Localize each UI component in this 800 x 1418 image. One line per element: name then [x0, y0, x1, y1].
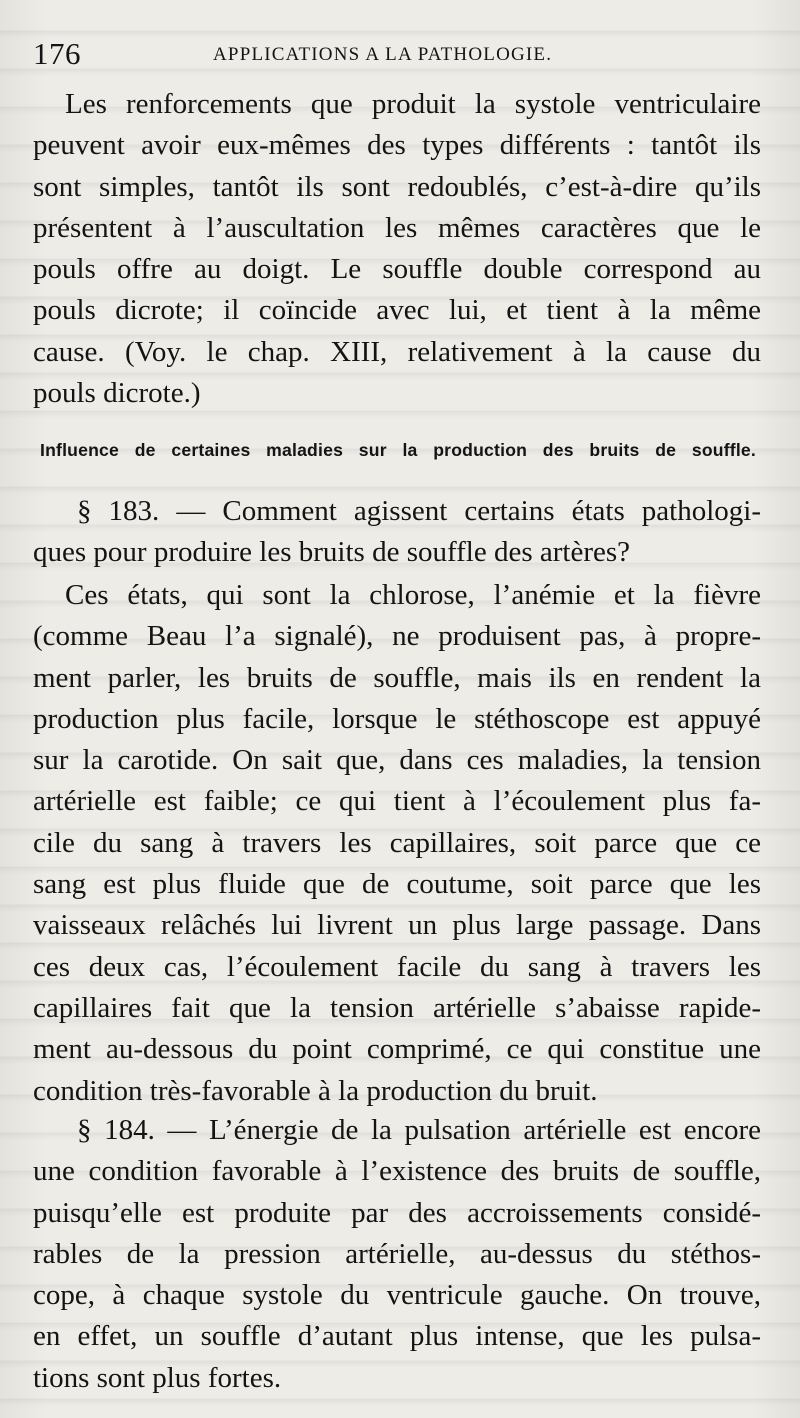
text-line: tions sont plus fortes. [33, 1361, 282, 1394]
text-line: une condition favorable à l’existence des bruits de souffle, [33, 1155, 761, 1188]
text-line: pouls dicrote.) [33, 377, 201, 410]
text-line: en effet, un souffle d’autant plus intense, que les pulsa- [33, 1320, 761, 1353]
text-line: cause. (Voy. le chap. XIII, relativement à la cause du [33, 335, 761, 368]
paragraph-section-184 [33, 1110, 761, 1399]
text-line: (comme Beau l’a signalé), ne produisent pas, à propre- [33, 620, 761, 653]
text-line: présentent à l’auscultation les mêmes caractères que le [33, 211, 761, 244]
text-line: sont simples, tantôt ils sont redoublés, c’est-à-dire qu’ils [33, 170, 761, 203]
paragraph-renforcements [33, 84, 761, 414]
page-number: 176 [33, 36, 81, 71]
text-line: condition très-favorable à la production du bruit. [33, 1074, 598, 1107]
text-line: rables de la pression artérielle, au-dessus du stéthos- [33, 1237, 761, 1270]
text-line: Les renforcements que produit la systole ventriculaire [65, 88, 761, 120]
text-line: sur la carotide. On sait que, dans ces maladies, la tension [33, 744, 761, 777]
running-head: APPLICATIONS A LA PATHOLOGIE. [213, 44, 553, 65]
text-line: artérielle est faible; ce qui tient à l’écoulement plus fa- [33, 785, 761, 818]
paragraph-section-183 [33, 491, 761, 574]
text-line: vaisseaux relâchés lui livrent un plus large passage. Dans [33, 909, 761, 942]
page-header [33, 36, 760, 76]
section-subheading: Influence de certaines maladies sur la production des bruits de souffle. [40, 440, 756, 460]
text-line: pouls offre au doigt. Le souffle double correspond au [33, 253, 761, 286]
text-line: sang est plus fluide que de coutume, soit parce que les [33, 868, 761, 901]
paragraph-etats [33, 575, 761, 1112]
text-line: cope, à chaque systole du ventricule gauche. On trouve, [33, 1279, 761, 1312]
text-line: capillaires fait que la tension artérielle s’abaisse rapide- [33, 991, 761, 1024]
text-line: puisqu’elle est produite par des accroissements considé- [33, 1196, 761, 1229]
text-line: ques pour produire les bruits de souffle des artères? [33, 536, 631, 569]
text-line: ment parler, les bruits de souffle, mais ils en rendent la [33, 661, 761, 694]
text-line: peuvent avoir eux-mêmes des types différents : tantôt ils [33, 129, 761, 162]
text-line: production plus facile, lorsque le stéthoscope est appuyé [33, 702, 761, 735]
text-line: cile du sang à travers les capillaires, soit parce que ce [33, 826, 761, 859]
text-line: § 184. — L’énergie de la pulsation artérielle est encore [77, 1114, 761, 1146]
text-line: Ces états, qui sont la chlorose, l’anémie et la fièvre [65, 579, 761, 611]
text-line: ces deux cas, l’écoulement facile du sang à travers les [33, 950, 761, 983]
text-line: ment au-dessous du point comprimé, ce qui constitue une [33, 1033, 761, 1066]
text-line: § 183. — Comment agissent certains états pathologi- [77, 495, 761, 527]
text-line: pouls dicrote; il coïncide avec lui, et tient à la même [33, 294, 761, 327]
